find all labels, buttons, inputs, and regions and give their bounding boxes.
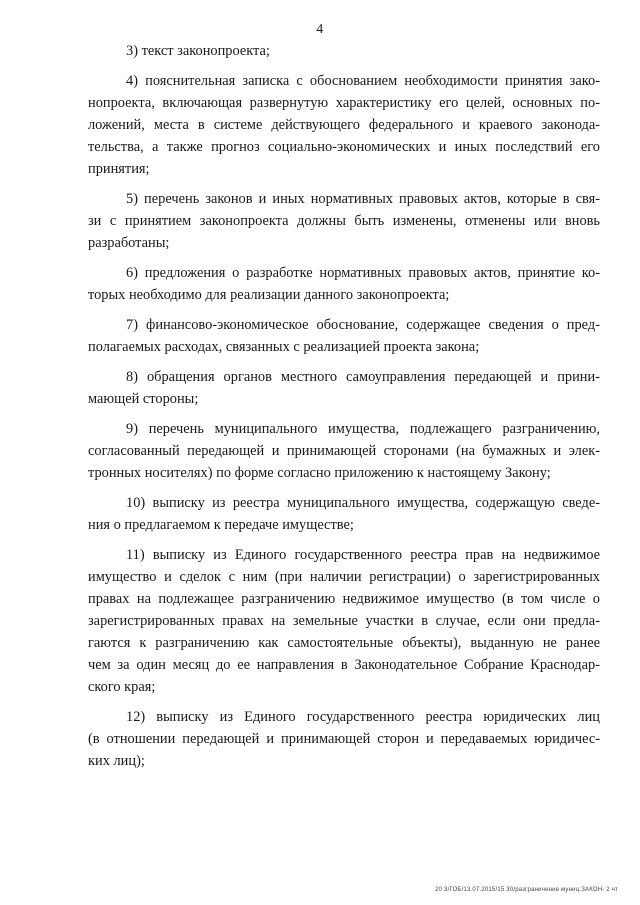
text-line: нопроекта, включающая развернутую характеристику его целей, основных по-	[88, 95, 600, 111]
list-item	[88, 314, 600, 358]
text-line: ского края;	[88, 679, 156, 695]
list-item	[88, 492, 600, 536]
text-line: 5) перечень законов и иных нормативных правовых актов, которые в свя-	[126, 191, 600, 207]
text-line: 8) обращения органов местного самоуправления передающей и прини-	[126, 369, 600, 385]
list-item	[88, 418, 600, 484]
text-line: ких лиц);	[88, 753, 145, 769]
text-line: принятия;	[88, 161, 150, 177]
text-line: имущество и сделок с ним (при наличии регистрации) о зарегистрированных	[88, 569, 600, 585]
text-line: торых необходимо для реализации данного законопроекта;	[88, 287, 450, 303]
text-line: ния о предлагаемом к передаче имуществе;	[88, 517, 354, 533]
text-line: 6) предложения о разработке нормативных правовых актов, принятие ко-	[126, 265, 600, 281]
text-line: разработаны;	[88, 235, 170, 251]
text-line: чем за один месяц до ее направления в Законодательное Собрание Краснодар-	[88, 657, 600, 673]
footer-file-code: 20 3/ГОБ/13.07.2015/15 30/разграничение муниц.ЗАКОН- 2 чт	[435, 887, 618, 893]
list-item	[88, 40, 600, 62]
text-line: 3) текст законопроекта;	[126, 43, 270, 59]
text-line: 12) выписку из Единого государственного реестра юридических лиц	[126, 709, 600, 725]
text-line: 9) перечень муниципального имущества, подлежащего разграничению,	[126, 421, 600, 437]
text-line: согласованный передающей и принимающей сторонами (на бумажных и элек-	[88, 443, 600, 459]
page-number: 4	[316, 22, 324, 37]
text-line: тронных носителях) по форме согласно приложению к настоящему Закону;	[88, 465, 551, 481]
text-line: 11) выписку из Единого государственного реестра прав на недвижимое	[126, 547, 600, 563]
text-line: полагаемых расходах, связанных с реализацией проекта закона;	[88, 339, 480, 355]
text-line: 7) финансово-экономическое обоснование, содержащее сведения о пред-	[126, 317, 600, 333]
text-line: 4) пояснительная записка с обоснованием необходимости принятия зако-	[126, 73, 600, 89]
text-line: (в отношении передающей и принимающей сторон и передаваемых юридичес-	[88, 731, 600, 747]
text-line: ложений, места в системе действующего федерального и краевого законода-	[88, 117, 600, 133]
text-line: зи с принятием законопроекта должны быть изменены, отменены или вновь	[88, 213, 600, 229]
text-line: гаются к разграничению как самостоятельные объекты), выданную не ранее	[88, 635, 600, 651]
list-item	[88, 706, 600, 772]
list-item	[88, 262, 600, 306]
list-item	[88, 366, 600, 410]
list-item	[88, 70, 600, 180]
document-body	[88, 40, 600, 780]
text-line: 10) выписку из реестра муниципального имущества, содержащую сведе-	[126, 495, 600, 511]
text-line: зарегистрированных правах на земельные участки в случае, если они предла-	[88, 613, 600, 629]
text-line: тельства, а также прогноз социально-экономических и иных последствий его	[88, 139, 600, 155]
text-line: правах на подлежащее разграничению недвижимое имущество (в том числе о	[88, 591, 600, 607]
list-item	[88, 544, 600, 698]
list-item	[88, 188, 600, 254]
text-line: мающей стороны;	[88, 391, 199, 407]
